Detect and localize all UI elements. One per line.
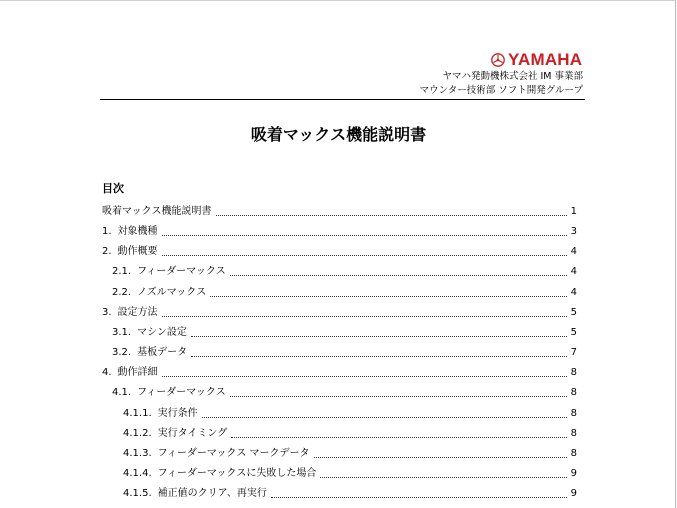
toc-entry-number: 4.1.4. [123, 468, 152, 479]
toc-leader-dots [202, 416, 567, 418]
toc-entry-title: 吸着マックス機能説明書 [102, 206, 212, 217]
toc-entry[interactable] [123, 487, 577, 501]
toc-leader-dots [162, 375, 567, 377]
toc-leader-dots [230, 274, 567, 276]
toc-entry-page: 8 [570, 367, 577, 378]
toc-entry-number: 4.1.3. [123, 448, 152, 459]
toc-entry-number: 1. [102, 226, 112, 237]
toc-leader-dots [162, 315, 567, 317]
toc-entry-page: 9 [570, 468, 577, 479]
toc-leader-dots [231, 436, 566, 438]
toc-entry-page: 8 [570, 448, 577, 459]
toc-entry-page: 3 [570, 226, 577, 237]
toc-leader-dots [216, 214, 567, 216]
toc-entry-number: 4. [102, 367, 112, 378]
toc-entry-title: 実行条件 [157, 408, 198, 419]
toc-leader-dots [314, 456, 567, 458]
toc-entry[interactable] [123, 447, 577, 461]
toc-entry-title: フィーダーマックス マークデータ [157, 448, 310, 459]
toc-entry-number: 3.1. [112, 327, 132, 338]
toc-leader-dots [320, 476, 566, 478]
toc-entry-number: 2. [102, 246, 112, 257]
toc-entry[interactable] [123, 467, 577, 481]
toc-entry-page: 8 [570, 428, 577, 439]
toc-entry-title: 補正値のクリア、再実行 [157, 488, 267, 499]
company-division: ヤマハ発動機株式会社 IM 事業部 [442, 71, 583, 82]
toc-entry-title: フィーダーマックス [137, 387, 226, 398]
toc-entry-page: 9 [570, 488, 577, 499]
toc-entry-number: 2.2. [112, 287, 132, 298]
toc-entry-number: 2.1. [112, 266, 132, 277]
toc-leader-dots [191, 355, 567, 357]
toc-entry-title: 動作概要 [117, 246, 158, 257]
toc-entry[interactable] [112, 346, 577, 360]
toc-entry-number: 3.2. [112, 347, 132, 358]
toc-entry-page: 5 [570, 327, 577, 338]
toc-entry-number: 3. [102, 307, 112, 318]
toc-leader-dots [210, 295, 566, 297]
toc-entry-page: 8 [570, 387, 577, 398]
toc-list [0, 1, 677, 508]
toc-leader-dots [230, 395, 567, 397]
toc-leader-dots [271, 496, 567, 498]
toc-entry[interactable] [102, 205, 577, 219]
toc-leader-dots [162, 234, 567, 236]
toc-leader-dots [162, 254, 567, 256]
toc-entry-title: 設定方法 [117, 307, 158, 318]
toc-entry-page: 1 [570, 206, 577, 217]
toc-entry-page: 5 [570, 307, 577, 318]
toc-entry-title: フィーダーマックス [137, 266, 226, 277]
toc-entry-page: 4 [570, 287, 577, 298]
toc-entry[interactable] [102, 245, 577, 259]
toc-entry-number: 4.1.2. [123, 428, 152, 439]
toc-entry-page: 4 [570, 266, 577, 277]
toc-entry-title: ノズルマックス [137, 287, 207, 298]
toc-entry-number: 4.1.5. [123, 488, 152, 499]
toc-entry[interactable] [112, 286, 577, 300]
toc-entry-number: 4.1. [112, 387, 132, 398]
toc-entry-title: 動作詳細 [117, 367, 158, 378]
document-title: 吸着マックス機能説明書 [250, 125, 427, 144]
toc-entry-title: 対象機種 [117, 226, 158, 237]
toc-entry[interactable] [112, 326, 577, 340]
brand-wordmark: YAMAHA [508, 50, 583, 69]
toc-entry[interactable] [112, 386, 577, 400]
department-group: マウンター技術部 ソフト開発グループ [419, 85, 583, 96]
toc-entry-number: 4.1.1. [123, 408, 152, 419]
toc-entry[interactable] [123, 427, 577, 441]
toc-entry[interactable] [102, 225, 577, 239]
toc-entry-page: 7 [570, 347, 577, 358]
toc-entry-title: フィーダーマックスに失敗した場合 [157, 468, 317, 479]
toc-heading: 目次 [102, 182, 124, 195]
toc-entry-title: マシン設定 [137, 327, 187, 338]
toc-entry[interactable] [102, 366, 577, 380]
toc-leader-dots [191, 335, 567, 337]
toc-entry-title: 基板データ [137, 347, 188, 358]
toc-entry-title: 実行タイミング [157, 428, 228, 439]
toc-entry[interactable] [123, 407, 577, 421]
toc-entry[interactable] [112, 265, 577, 279]
toc-entry-page: 4 [570, 246, 577, 257]
toc-entry[interactable] [102, 306, 577, 320]
toc-entry-page: 8 [570, 408, 577, 419]
